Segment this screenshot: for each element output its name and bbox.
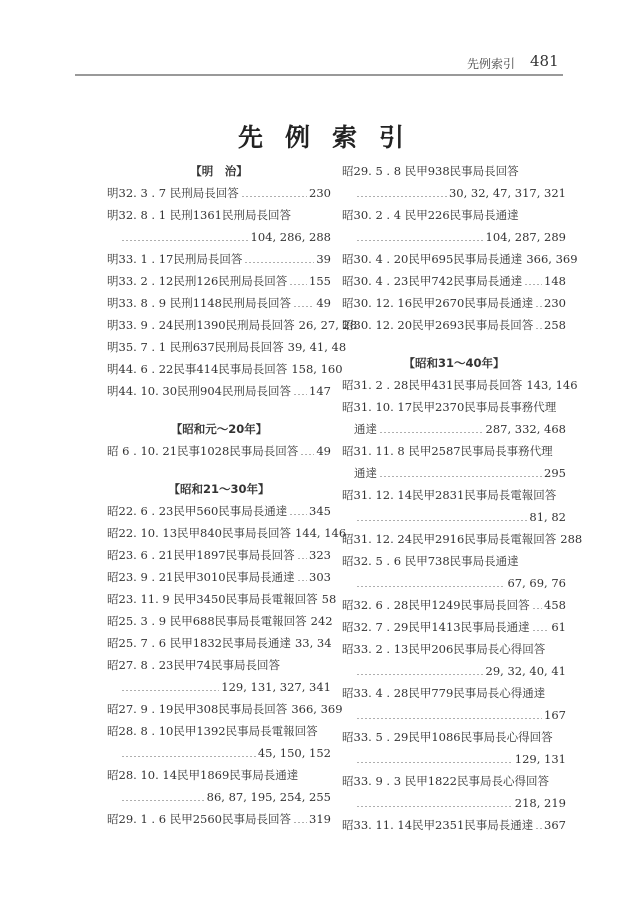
index-entry [107, 292, 331, 314]
entry-pages: 39 [316, 252, 331, 266]
dot-leader [241, 196, 307, 197]
index-entry [342, 550, 566, 572]
index-entry [342, 726, 566, 748]
entry-text: 昭33. 2 . 13民甲206民事局長心得回答 [342, 642, 546, 656]
entry-text: 昭 6 . 10. 21民事1028民事局長回答 [107, 444, 299, 458]
entry-text: 昭27. 8 . 23民甲74民事局長回答 [107, 658, 280, 672]
entry-pages: 144, 146 [294, 526, 347, 540]
dot-leader [293, 394, 307, 395]
entry-text: 昭30. 4 . 20民甲695民事局長通達 [342, 252, 523, 266]
entry-text: 昭22. 10. 13民甲840民事局長回答 [107, 526, 291, 540]
dot-leader [356, 240, 484, 241]
entry-pages: 230 [309, 186, 331, 200]
index-entry [342, 440, 566, 462]
entry-pages: 303 [309, 570, 331, 584]
dot-leader [524, 284, 542, 285]
entry-pages: 49 [316, 444, 331, 458]
index-entry-continuation [107, 226, 331, 248]
running-header-title: 先例索引 [467, 57, 516, 71]
dot-leader [297, 558, 307, 559]
entry-pages: 30, 32, 47, 317, 321 [448, 186, 566, 200]
dot-leader [356, 520, 527, 521]
index-entry-continuation [342, 748, 566, 770]
section-gap [107, 402, 331, 418]
entry-pages: 143, 146 [526, 378, 578, 392]
dot-leader [356, 718, 542, 719]
dot-leader [244, 262, 314, 263]
index-entry [107, 698, 343, 720]
dot-leader [356, 586, 505, 587]
entry-pages: 242 [310, 614, 333, 628]
entry-pages: 458 [544, 598, 566, 612]
dot-leader [379, 476, 542, 477]
entry-pages: 323 [309, 548, 331, 562]
entry-text: 昭31. 2 . 28民甲431民事局長回答 [342, 378, 523, 392]
entry-pages: 288 [560, 532, 583, 546]
entry-pages: 61 [551, 620, 566, 634]
index-entry [342, 396, 566, 418]
dot-leader [356, 806, 513, 807]
header-rule [75, 74, 563, 76]
entry-pages: 148 [544, 274, 566, 288]
dot-leader [356, 196, 447, 197]
entry-text: 昭29. 5 . 8 民甲938民事局長回答 [342, 164, 519, 178]
index-entry [342, 616, 566, 638]
entry-pages: 319 [309, 812, 331, 826]
entry-text: 明33. 1 . 17民刑局長回答 [107, 252, 243, 266]
dot-leader [289, 284, 307, 285]
entry-pages: 345 [309, 504, 331, 518]
entry-text: 昭23. 11. 9 民甲3450民事局長電報回答 [107, 592, 318, 606]
dot-leader [121, 690, 219, 691]
index-entry [342, 314, 566, 336]
dot-leader [297, 580, 307, 581]
index-entry [342, 528, 583, 550]
entry-pages: 26, 27, 28 [298, 318, 358, 332]
index-column-left [107, 160, 358, 830]
section-heading: 【昭和21～30年】 [168, 482, 270, 496]
index-entry [107, 182, 331, 204]
index-entry [107, 808, 331, 830]
index-entry-continuation [342, 660, 566, 682]
index-entry-continuation [342, 506, 566, 528]
index-entry [107, 440, 331, 462]
index-entry [107, 358, 343, 380]
index-entry [107, 654, 331, 676]
entry-pages: 104, 287, 289 [485, 230, 566, 244]
entry-pages: 158, 160 [291, 362, 343, 376]
entry-text: 昭31. 12. 14民甲2831民事局長電報回答 [342, 488, 557, 502]
index-column-right [342, 160, 583, 836]
index-entry [107, 764, 331, 786]
entry-pages: 49 [316, 296, 331, 310]
index-entry [107, 610, 331, 632]
entry-text: 昭32. 6 . 28民甲1249民事局長回答 [342, 598, 530, 612]
entry-pages: 230 [544, 296, 566, 310]
entry-text: 昭25. 3 . 9 民甲688民事局長電報回答 [107, 614, 307, 628]
index-entry [107, 500, 331, 522]
entry-text: 昭28. 10. 14民甲1869民事局長通達 [107, 768, 299, 782]
entry-text: 明32. 3 . 7 民刑局長回答 [107, 186, 239, 200]
dot-leader [535, 328, 542, 329]
index-entry-continuation [342, 572, 566, 594]
index-entry-continuation [342, 182, 566, 204]
entry-pages: 287, 332, 468 [485, 422, 566, 436]
entry-text: 昭32. 5 . 6 民甲738民事局長通達 [342, 554, 519, 568]
index-entry [342, 814, 566, 836]
entry-pages: 45, 150, 152 [257, 746, 331, 760]
entry-text: 昭31. 10. 17民甲2370民事局長事務代理 [342, 400, 557, 414]
index-entry [342, 204, 566, 226]
entry-pages: 39, 41, 48 [287, 340, 347, 354]
entry-text: 昭27. 9 . 19民甲308民事局長回答 [107, 702, 288, 716]
index-entry [107, 314, 358, 336]
entry-text: 昭31. 11. 8 民甲2587民事局長事務代理 [342, 444, 553, 458]
index-entry [107, 544, 331, 566]
entry-text: 明33. 2 . 12民刑126民刑局長回答 [107, 274, 288, 288]
page-title: 先例索引 [237, 123, 426, 152]
entry-text: 明33. 9 . 24民刑1390民刑局長回答 [107, 318, 295, 332]
entry-pages: 167 [544, 708, 566, 722]
dot-leader [289, 514, 307, 515]
dot-leader [121, 756, 256, 757]
entry-pages: 258 [544, 318, 566, 332]
entry-pages: 155 [309, 274, 331, 288]
entry-pages: 129, 131, 327, 341 [221, 680, 331, 694]
entry-text: 明35. 7 . 1 民刑637民刑局長回答 [107, 340, 284, 354]
dot-leader [535, 828, 542, 829]
index-entry-continuation [342, 704, 566, 726]
entry-pages: 104, 286, 288 [250, 230, 331, 244]
index-entry [342, 374, 578, 396]
dot-leader [379, 432, 484, 433]
index-entry [107, 566, 331, 588]
index-entry [107, 632, 331, 654]
entry-text: 昭22. 6 . 23民甲560民事局長通達 [107, 504, 288, 518]
index-entry [107, 588, 337, 610]
index-entry [107, 380, 331, 402]
dot-leader [535, 306, 542, 307]
index-entry-continuation [107, 742, 331, 764]
entry-pages: 366, 369 [291, 702, 343, 716]
entry-text: 明44. 6 . 22民事414民事局長回答 [107, 362, 288, 376]
entry-pages: 29, 32, 40, 41 [485, 664, 566, 678]
index-entry-continuation [342, 462, 566, 484]
index-entry [107, 204, 331, 226]
dot-leader [532, 630, 550, 631]
index-entry [342, 638, 566, 660]
index-entry [342, 160, 566, 182]
entry-pages: 218, 219 [514, 796, 566, 810]
index-entry-continuation [342, 226, 566, 248]
entry-pages: 67, 69, 76 [507, 576, 566, 590]
index-entry [107, 336, 347, 358]
entry-text: 昭30. 4 . 23民甲742民事局長通達 [342, 274, 523, 288]
entry-text: 昭29. 1 . 6 民甲2560民事局長回答 [107, 812, 291, 826]
index-entry-continuation [107, 786, 331, 808]
entry-text: 昭23. 6 . 21民甲1897民事局長回答 [107, 548, 295, 562]
dot-leader [293, 822, 307, 823]
entry-pages: 86, 87, 195, 254, 255 [206, 790, 331, 804]
dot-leader [121, 240, 249, 241]
section-gap [107, 462, 331, 478]
entry-text-continuation: 通達 [354, 422, 377, 436]
entry-text: 昭30. 12. 20民甲2693民事局長回答 [342, 318, 534, 332]
entry-pages: 147 [309, 384, 331, 398]
entry-text: 明32. 8 . 1 民刑1361民刑局長回答 [107, 208, 291, 222]
dot-leader [356, 762, 513, 763]
entry-pages: 81, 82 [529, 510, 566, 524]
entry-text: 昭32. 7 . 29民甲1413民事局長通達 [342, 620, 530, 634]
section-heading: 【昭和31～40年】 [403, 356, 505, 370]
entry-text: 昭23. 9 . 21民甲3010民事局長通達 [107, 570, 295, 584]
entry-pages: 367 [544, 818, 566, 832]
section-heading: 【明 治】 [190, 164, 248, 178]
entry-pages: 33, 34 [294, 636, 332, 650]
dot-leader [121, 800, 205, 801]
index-entry [107, 248, 331, 270]
dot-leader [532, 608, 542, 609]
dot-leader [300, 454, 314, 455]
index-entry-continuation [342, 418, 566, 440]
entry-text: 昭28. 8 . 10民甲1392民事局長電報回答 [107, 724, 318, 738]
entry-text: 昭25. 7 . 6 民甲1832民事局長通達 [107, 636, 291, 650]
index-entry [342, 270, 566, 292]
entry-pages: 295 [544, 466, 566, 480]
entry-text: 昭33. 9 . 3 民甲1822民事局長心得回答 [342, 774, 549, 788]
section-heading: 【昭和元～20年】 [170, 422, 268, 436]
entry-pages: 129, 131 [514, 752, 566, 766]
section-gap [342, 336, 566, 352]
index-entry-continuation [342, 792, 566, 814]
entry-text: 昭33. 4 . 28民甲779民事局長心得通達 [342, 686, 546, 700]
entry-text-continuation: 通達 [354, 466, 377, 480]
entry-text: 明44. 10. 30民刑904民刑局長回答 [107, 384, 291, 398]
entry-text: 昭33. 5 . 29民甲1086民事局長心得回答 [342, 730, 553, 744]
index-entry [342, 682, 566, 704]
page-number: 481 [530, 52, 559, 70]
index-entry [107, 720, 331, 742]
dot-leader [356, 674, 484, 675]
entry-text: 昭30. 2 . 4 民甲226民事局長通達 [342, 208, 519, 222]
index-entry [342, 770, 566, 792]
entry-text: 昭30. 12. 16民甲2670民事局長通達 [342, 296, 534, 310]
entry-pages: 58 [321, 592, 337, 606]
index-entry [342, 594, 566, 616]
entry-text: 昭31. 12. 24民甲2916民事局長電報回答 [342, 532, 557, 546]
entry-text: 昭33. 11. 14民甲2351民事局長通達 [342, 818, 534, 832]
index-entry [107, 270, 331, 292]
index-entry [342, 484, 566, 506]
entry-pages: 366, 369 [526, 252, 578, 266]
index-entry [107, 522, 347, 544]
index-entry [342, 292, 566, 314]
index-entry-continuation [107, 676, 331, 698]
dot-leader [293, 306, 314, 307]
index-entry [342, 248, 578, 270]
entry-text: 明33. 8 . 9 民刑1148民刑局長回答 [107, 296, 291, 310]
